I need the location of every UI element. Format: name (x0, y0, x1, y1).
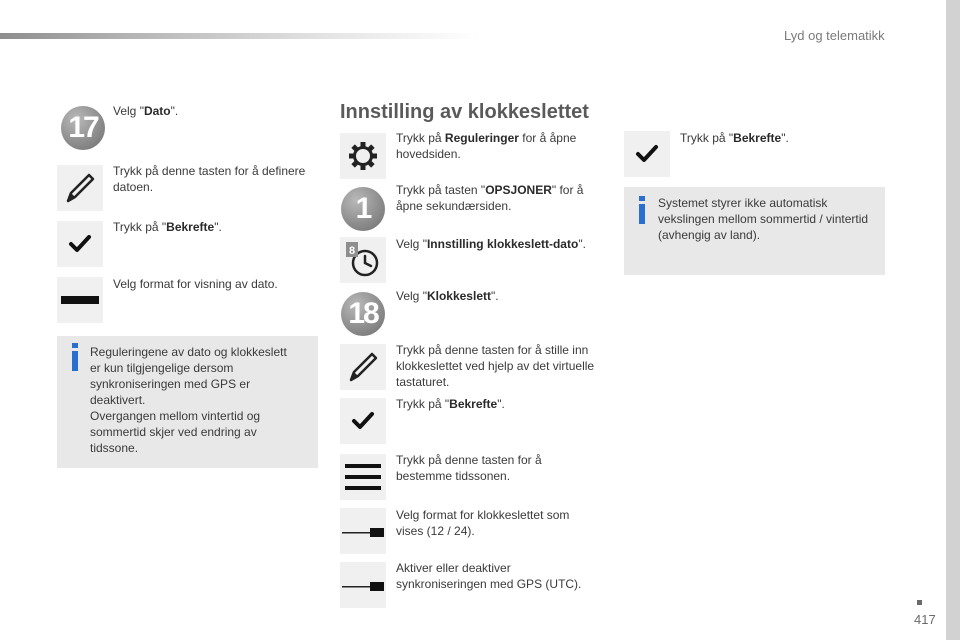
options-text: Trykk på tasten "OPSJONER" for å åpne sekundærsiden. (396, 183, 584, 213)
header-bar (0, 33, 480, 39)
list-icon (340, 454, 386, 500)
pen-button[interactable] (57, 165, 103, 211)
step-badge-1: 1 (341, 187, 385, 231)
timezone-text: Trykk på denne tasten for å bestemme tidssonen. (396, 453, 542, 483)
set-time-text: Trykk på denne tasten for å stille inn klokkeslettet ved hjelp av det virtuelle tastaturet. (396, 343, 595, 389)
gps-sync-toggle[interactable] (340, 562, 386, 608)
confirm-text: Trykk på "Bekrefte". (113, 220, 222, 234)
select-time-text: Velg "Klokkeslett". (396, 289, 499, 303)
checkmark-icon (624, 131, 670, 177)
confirm-button[interactable] (57, 221, 103, 267)
checkmark-icon (340, 398, 386, 444)
clock-icon (340, 237, 386, 283)
timezone-button[interactable] (340, 454, 386, 500)
confirm-text-right: Trykk på "Bekrefte". (680, 131, 789, 145)
section-title: Innstilling av klokkeslettet (340, 101, 589, 123)
clock-date-button[interactable] (340, 237, 386, 283)
define-date-text: Trykk på denne tasten for å definere datoen. (113, 164, 306, 194)
footer-marker (917, 600, 922, 605)
confirm-button-time[interactable] (340, 398, 386, 444)
page-number: 417 (914, 612, 936, 627)
checkmark-icon (57, 221, 103, 267)
settings-button[interactable] (340, 133, 386, 179)
pen-icon (340, 344, 386, 390)
select-clock-date-text: Velg "Innstilling klokkeslett-dato". (396, 237, 586, 251)
pen-icon (57, 165, 103, 211)
info-box-right (624, 187, 885, 275)
page-edge-bar (946, 0, 960, 640)
toggle-slider-icon (340, 562, 386, 608)
toggle-slider-icon (340, 508, 386, 554)
gear-icon (340, 133, 386, 179)
step-badge-18: 18 (341, 292, 385, 336)
format-toggle-icon (57, 277, 103, 323)
date-format-button[interactable] (57, 277, 103, 323)
time-format-button[interactable] (340, 508, 386, 554)
info-text-right: Systemet styrer ikke automatisk vekslingen mellom sommertid / vintertid (avhengig av land). (658, 196, 869, 242)
gps-sync-text: Aktiver eller deaktiver synkroniseringen med GPS (UTC). (396, 561, 582, 591)
info-text-left: Reguleringene av dato og klokkeslett er kun tilgjengelige dersom synkroniseringen med GPS er deaktivert. Overgangen mellom vintertid og sommertid skjer ved endring av tidssone. (90, 345, 287, 455)
confirm-time-text: Trykk på "Bekrefte". (396, 397, 505, 411)
info-icon (639, 204, 645, 224)
clock-badge-number: 8 (348, 245, 356, 257)
step-badge-17: 17 (61, 106, 105, 150)
info-box-left (57, 336, 318, 468)
settings-text: Trykk på Reguleringer for å åpne hovedsiden. (396, 131, 577, 161)
info-icon (72, 351, 78, 371)
pen-button-time[interactable] (340, 344, 386, 390)
time-format-text: Velg format for klokkeslettet som vises (12 / 24). (396, 508, 570, 538)
confirm-button-right[interactable] (624, 131, 670, 177)
chapter-title: Lyd og telematikk (784, 28, 885, 43)
select-date-text: Velg "Dato". (113, 104, 179, 118)
date-format-text: Velg format for visning av dato. (113, 277, 278, 291)
